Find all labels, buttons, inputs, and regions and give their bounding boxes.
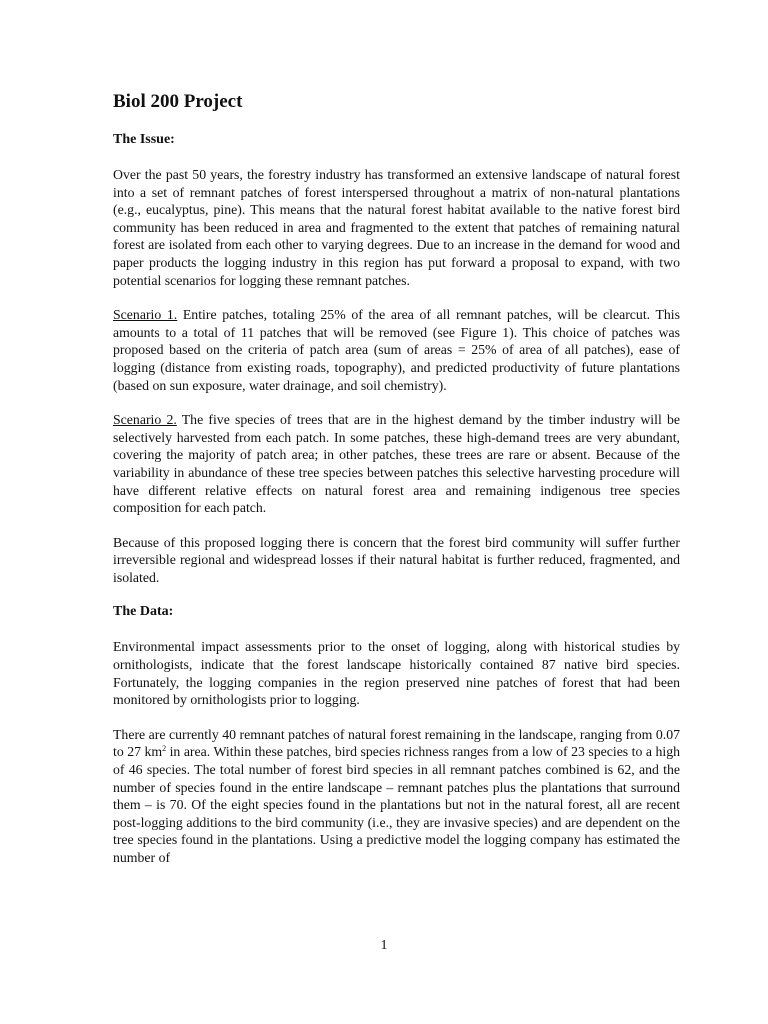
data-paragraph-2-part-1: There are currently 40 remnant patches of natural forest remaining in the landscape, ranging from 0.07 to 27 km	[113, 726, 680, 760]
concern-paragraph: Because of this proposed logging there is concern that the forest bird community will suffer further irreversible regional and widespread losses if their natural habitat is further reduced, fragmented, and isolated.	[113, 534, 680, 585]
scenario-2-label: Scenario 2.	[113, 412, 177, 428]
document-title: Biol 200 Project	[113, 91, 243, 112]
document-body	[113, 90, 680, 884]
scenario-1-label: Scenario 1.	[113, 307, 178, 323]
scenario-1-text: Entire patches, totaling 25% of the area of all remnant patches, will be clearcut. This amounts to a total of 11 patches that will be removed (see Figure 1). This choice of patches was proposed based on the criteria of patch area (sum of areas = 25% of area of all patches), ease of logging (distance from existing roads, topography), and predicted productivity of future plantations (based on sun exposure, water drainage, and soil chemistry).	[113, 307, 680, 393]
km-superscript: 2	[162, 744, 167, 754]
issue-heading: The Issue:	[113, 132, 175, 147]
scenario-2-paragraph	[113, 411, 680, 517]
data-heading: The Data:	[113, 604, 174, 620]
page-number: 1	[380, 938, 388, 953]
issue-paragraph: Over the past 50 years, the forestry industry has transformed an extensive landscape of natural forest into a set of remnant patches of forest interspersed throughout a matrix of non-natural plantations (e.g., eucalyptus, pine). This means that the natural forest habitat available to the native forest bird community has been reduced in area and fragmented to the extent that patches of remaining natural forest are isolated from each other to varying degrees. Due to an increase in the demand for wood and paper products the logging industry in this region has put forward a proposal to expand, with two potential scenarios for logging these remnant patches.	[113, 167, 680, 288]
data-paragraph-1: Environmental impact assessments prior to the onset of logging, along with historical studies by ornithologists, indicate that the forest landscape historically contained 87 native bird species. Fortunately, the logging companies in the region preserved nine patches of forest that had been monitored by ornithologists prior to logging.	[113, 639, 680, 708]
scenario-1-paragraph	[113, 306, 680, 394]
data-paragraph-2-part-2: in area. Within these patches, bird species richness ranges from a low of 23 species to a high of 46 species. The total number of forest bird species in all remnant patches combined is 62, and the number of species found in the entire landscape – remnant patches plus the plantations that surround them – is 70. Of the eight species found in the plantations but not in the natural forest, all are recent post-logging additions to the bird community (i.e., they are invasive species) and are dependent on the tree species found in the plantations. Using a predictive model the logging company has estimated the number of	[113, 744, 680, 865]
scenario-2-text: The five species of trees that are in the highest demand by the timber industry will be selectively harvested from each patch. In some patches, these high-demand trees are very abundant, covering the majority of patch area; in other patches, these trees are rare or absent. Because of the variability in abundance of these tree species between patches this selective harvesting procedure will have different relative effects on natural forest area and remaining indigenous tree species composition for each patch.	[113, 412, 680, 516]
data-paragraph-2	[113, 726, 680, 867]
